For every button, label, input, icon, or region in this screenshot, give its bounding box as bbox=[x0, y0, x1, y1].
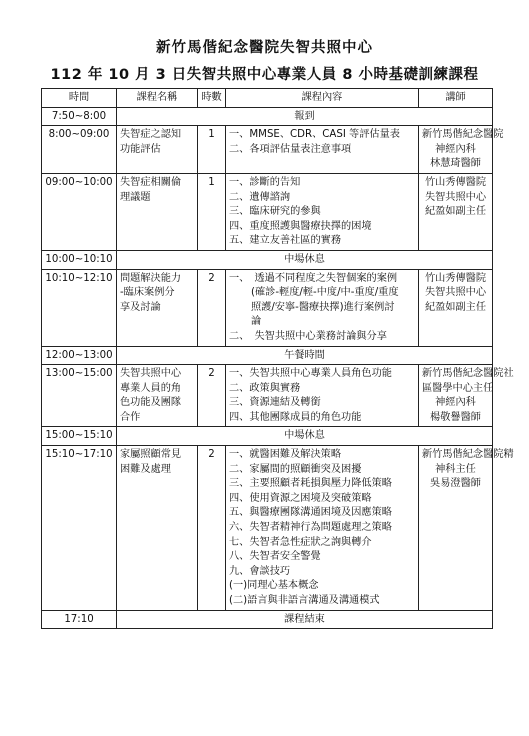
content-line: 一、失智共照中心專業人員角色功能 bbox=[229, 368, 392, 380]
table-row bbox=[42, 126, 493, 174]
table-row bbox=[42, 173, 493, 250]
course-line: 理議題 bbox=[120, 191, 151, 203]
row-time: 12:00~13:00 bbox=[42, 346, 117, 365]
teacher-line: 楊敬譽醫師 bbox=[430, 411, 481, 423]
teacher-line: 吳易澄醫師 bbox=[430, 478, 481, 490]
table-row bbox=[42, 269, 493, 346]
row-time: 10:00~10:10 bbox=[42, 250, 117, 269]
course-line: 功能評估 bbox=[120, 143, 161, 155]
teacher-line: 竹山秀傳醫院 bbox=[424, 272, 487, 284]
teacher-line: 失智共照中心 bbox=[424, 191, 487, 203]
row-span-text: 中場休息 bbox=[117, 427, 493, 446]
course-content bbox=[226, 269, 419, 346]
course-name bbox=[117, 269, 198, 346]
table-row bbox=[42, 446, 493, 611]
row-time: 15:00~15:10 bbox=[42, 427, 117, 446]
content-line: 五、建立友善社區的實務 bbox=[229, 235, 342, 247]
course-line: 專業人員的角 bbox=[120, 382, 182, 394]
teacher-line: 新竹馬偕紀念醫院社 bbox=[422, 368, 514, 380]
teacher-line: 新竹馬偕紀念醫院 bbox=[422, 129, 504, 141]
course-teacher bbox=[419, 365, 514, 427]
content-line: 照護/安寧-醫療抉擇)進行案例討 bbox=[251, 301, 395, 313]
row-span-text: 午餐時間 bbox=[117, 346, 493, 365]
row-time: 09:00~10:00 bbox=[42, 173, 117, 250]
table-row bbox=[42, 427, 493, 446]
course-line: 失智症之認知 bbox=[120, 129, 182, 141]
content-line: 三、主要照顧者耗損與壓力降低策略 bbox=[229, 478, 392, 490]
content-line: 四、重度照護與醫療抉擇的困境 bbox=[229, 220, 372, 232]
teacher-line: 神經內科 bbox=[435, 143, 476, 155]
course-line: 享及討論 bbox=[120, 301, 161, 313]
document-subtitle: 112 年 10 月 3 日失智共照中心專業人員 8 小時基礎訓練課程 bbox=[50, 67, 479, 83]
content-line: 一、診斷的告知 bbox=[229, 176, 301, 188]
teacher-line: 紀盈如副主任 bbox=[424, 301, 487, 313]
content-line: 二、家屬間的照顧衝突及困擾 bbox=[229, 463, 362, 475]
course-hours: 2 bbox=[198, 446, 226, 611]
content-line: 二、 失智共照中心業務討論與分享 bbox=[229, 330, 387, 342]
schedule-table bbox=[41, 88, 514, 629]
content-line: 二、遺傳諮詢 bbox=[229, 191, 291, 203]
content-line: 一、 透過不同程度之失智個案的案例 bbox=[229, 272, 398, 284]
row-time: 7:50~8:00 bbox=[42, 107, 117, 126]
teacher-line: 失智共照中心 bbox=[424, 287, 487, 299]
content-line: 二、政策與實務 bbox=[229, 382, 301, 394]
content-line: 一、就醫困難及解決策略 bbox=[229, 449, 342, 461]
teacher-line: 林慧琦醫師 bbox=[430, 158, 481, 170]
content-line: 八、失智者安全警覺 bbox=[229, 551, 321, 563]
table-row bbox=[42, 107, 493, 126]
content-line: 三、資源連結及轉銜 bbox=[229, 397, 321, 409]
header-teacher: 講師 bbox=[419, 89, 493, 108]
content-line: 二、各項評估量表注意事項 bbox=[229, 143, 352, 155]
course-line: 失智症相關倫 bbox=[120, 176, 182, 188]
course-line: 困難及處理 bbox=[120, 463, 171, 475]
course-teacher bbox=[419, 446, 514, 611]
course-teacher bbox=[419, 269, 493, 346]
header-time: 時間 bbox=[42, 89, 117, 108]
course-hours: 1 bbox=[198, 173, 226, 250]
row-time: 15:10~17:10 bbox=[42, 446, 117, 611]
course-name bbox=[117, 365, 198, 427]
course-content bbox=[226, 173, 419, 250]
content-line: (一)同理心基本概念 bbox=[229, 580, 319, 592]
content-line: (二)語言與非語言溝通及溝通模式 bbox=[229, 595, 380, 606]
header-content: 課程內容 bbox=[226, 89, 419, 108]
course-hours: 2 bbox=[198, 365, 226, 427]
course-teacher bbox=[419, 126, 504, 174]
course-line: 合作 bbox=[120, 411, 141, 423]
course-line: 色功能及團隊 bbox=[120, 397, 182, 409]
row-time: 10:10~12:10 bbox=[42, 269, 117, 346]
teacher-line: 紀盈如副主任 bbox=[424, 206, 487, 218]
content-line: 四、使用資源之困境及突破策略 bbox=[229, 492, 372, 504]
content-line: 六、失智者精神行為問題處理之策略 bbox=[229, 522, 392, 534]
course-content bbox=[226, 446, 419, 611]
content-line: 五、與醫療團隊溝通困境及因應策略 bbox=[229, 507, 392, 519]
table-row bbox=[42, 346, 493, 365]
header-hours: 時數 bbox=[198, 89, 226, 108]
course-line: 失智共照中心 bbox=[120, 368, 182, 380]
course-name bbox=[117, 446, 198, 611]
content-line: (確診-輕度/輕-中度/中-重度/重度 bbox=[251, 287, 399, 299]
course-content bbox=[226, 365, 419, 427]
row-time: 13:00~15:00 bbox=[42, 365, 117, 427]
course-content bbox=[226, 126, 419, 174]
teacher-line: 區醫學中心主任 bbox=[422, 382, 494, 394]
content-line: 論 bbox=[251, 316, 262, 328]
content-line: 四、其他團隊成員的角色功能 bbox=[229, 411, 362, 423]
course-hours: 1 bbox=[198, 126, 226, 174]
table-row bbox=[42, 365, 493, 427]
course-teacher bbox=[419, 173, 493, 250]
row-span-text: 報到 bbox=[117, 107, 493, 126]
table-header-row bbox=[42, 89, 493, 108]
table-row bbox=[42, 250, 493, 269]
content-line: 七、失智者急性症狀之詢與轉介 bbox=[229, 536, 372, 548]
table-row bbox=[42, 610, 493, 629]
row-span-text: 課程結束 bbox=[117, 610, 493, 629]
row-span-text: 中場休息 bbox=[117, 250, 493, 269]
content-line: 三、臨床研究的參與 bbox=[229, 206, 321, 218]
content-line: 九、會談技巧 bbox=[229, 565, 291, 577]
teacher-line: 新竹馬偕紀念醫院精 bbox=[422, 449, 514, 461]
course-hours: 2 bbox=[198, 269, 226, 346]
document-title: 新竹馬偕紀念醫院失智共照中心 bbox=[156, 40, 373, 56]
row-time: 8:00~09:00 bbox=[42, 126, 117, 174]
teacher-line: 神經內科 bbox=[435, 397, 476, 409]
course-name bbox=[117, 126, 198, 174]
course-line: 家屬照顧常見 bbox=[120, 449, 182, 461]
teacher-line: 竹山秀傳醫院 bbox=[424, 176, 487, 188]
content-line: 一、MMSE、CDR、CASI 等評估量表 bbox=[229, 129, 400, 141]
course-line: 問題解決能力 bbox=[120, 272, 182, 284]
header-course: 課程名稱 bbox=[117, 89, 198, 108]
course-line: -臨床案例分 bbox=[120, 287, 175, 299]
teacher-line: 神科主任 bbox=[435, 463, 476, 475]
row-time: 17:10 bbox=[42, 610, 117, 629]
course-name bbox=[117, 173, 198, 250]
